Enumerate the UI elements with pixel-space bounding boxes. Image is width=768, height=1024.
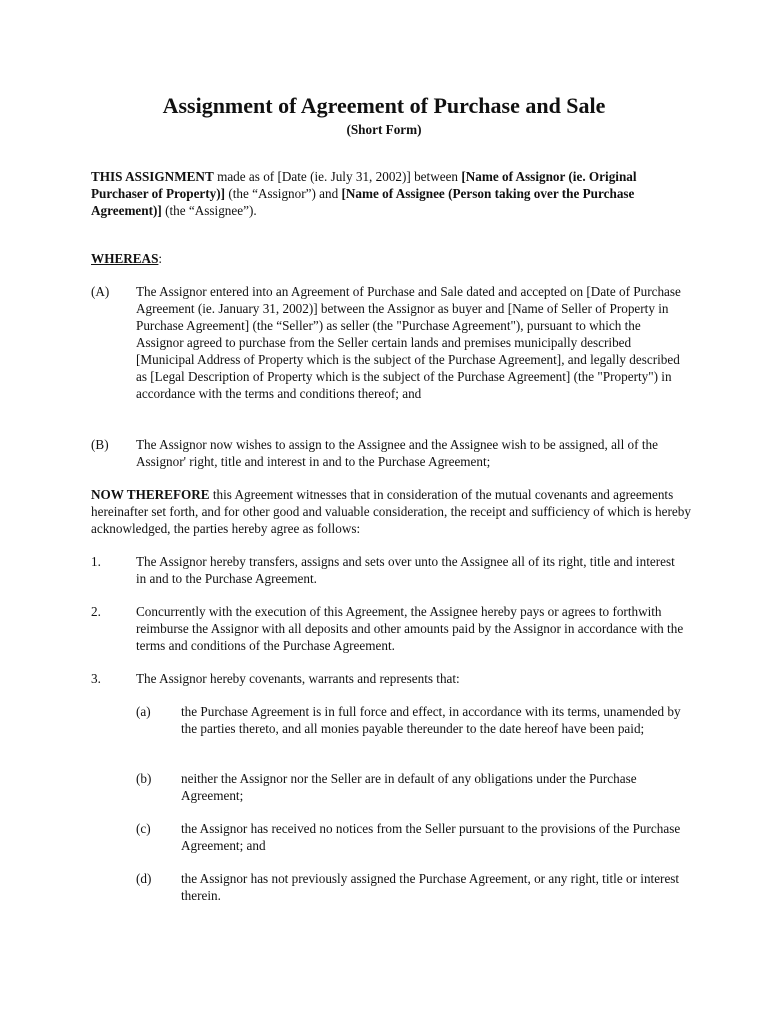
clause-text: Concurrently with the execution of this Agreement, the Assignee hereby pays or agrees to forthwith reimburse the Assignor with all deposits and other amounts paid by the Assignor in accordance with the terms and conditions of the Purchase Agreement. [136,604,684,653]
intro-assignee-def: (the “Assignee”). [161,203,257,218]
clause-number: 3. [91,671,101,686]
subclause-label: (b) [136,771,152,786]
subclause-text: the Assignor has not previously assigned the Purchase Agreement, or any right, title or interest therein. [181,871,680,903]
subclause-text: the Purchase Agreement is in full force and effect, in accordance with its terms, unamended by the parties thereto, and all monies payable thereunder to the date hereof have been paid; [181,704,681,736]
intro-assignee-name: [Name of Assignee (Person taking over the Purchase Agreement)] [91,186,635,218]
intro-assignor-name: [Name of Assignor (ie. Original Purchaser of Property)] [91,169,637,201]
now-therefore-label: NOW THEREFORE [91,487,210,502]
whereas-colon: : [158,251,163,266]
clause-number: 2. [91,604,101,619]
clause-number: 1. [91,554,101,569]
clause-text: The Assignor hereby covenants, warrants and represents that: [136,671,460,686]
document-subtitle: (Short Form) [346,122,422,137]
now-therefore-paragraph [91,486,691,537]
recital-label: (B) [91,437,109,452]
recital-text: The Assignor entered into an Agreement of Purchase and Sale dated and accepted on [Date of Purchase Agreement (ie. January 31, 2002)] between the Assignor as buyer and [Name of Seller of Property in Purchase Agreement] (the “Seller”) as seller (the "Purchase Agreement"), pursuant to which the Assignor agreed to purchase from the Seller certain lands and premises municipally described [Municipal Address of Property which is the subject of the Purchase Agreement], and legally described as [Legal Description of Property which is the subject of the Purchase Agreement] (the "Property") in accordance with the terms and conditions thereof; and [136,284,681,401]
intro-this-assignment: THIS ASSIGNMENT [91,169,214,184]
recital-label: (A) [91,284,110,299]
clause-text: The Assignor hereby transfers, assigns and sets over unto the Assignee all of its right, title and interest in and to the Purchase Agreement. [136,554,675,586]
document-title: Assignment of Agreement of Purchase and Sale [162,93,606,118]
subclause-label: (d) [136,871,152,886]
now-therefore-text: this Agreement witnesses that in consideration of the mutual covenants and agreements hereinafter set forth, and for other good and valuable consideration, the receipt and sufficiency of which is hereby acknowledged, the parties hereby agree as follows: [91,487,691,536]
whereas-label: WHEREAS [91,251,159,266]
subclause-text: neither the Assignor nor the Seller are in default of any obligations under the Purchase Agreement; [181,771,637,803]
whereas-heading [91,250,691,267]
recital-text: The Assignor now wishes to assign to the Assignee and the Assignee wish to be assigned, all of the Assignor' right, title and interest in and to the Purchase Agreement; [136,437,658,469]
subclause-text: the Assignor has received no notices from the Seller pursuant to the provisions of the Purchase Agreement; and [181,821,681,853]
intro-paragraph [91,168,691,219]
intro-date-text: made as of [Date (ie. July 31, 2002)] between [213,169,462,184]
subclause-label: (c) [136,821,151,836]
subclause-label: (a) [136,704,151,719]
intro-assignor-def: (the “Assignor”) and [225,186,342,201]
